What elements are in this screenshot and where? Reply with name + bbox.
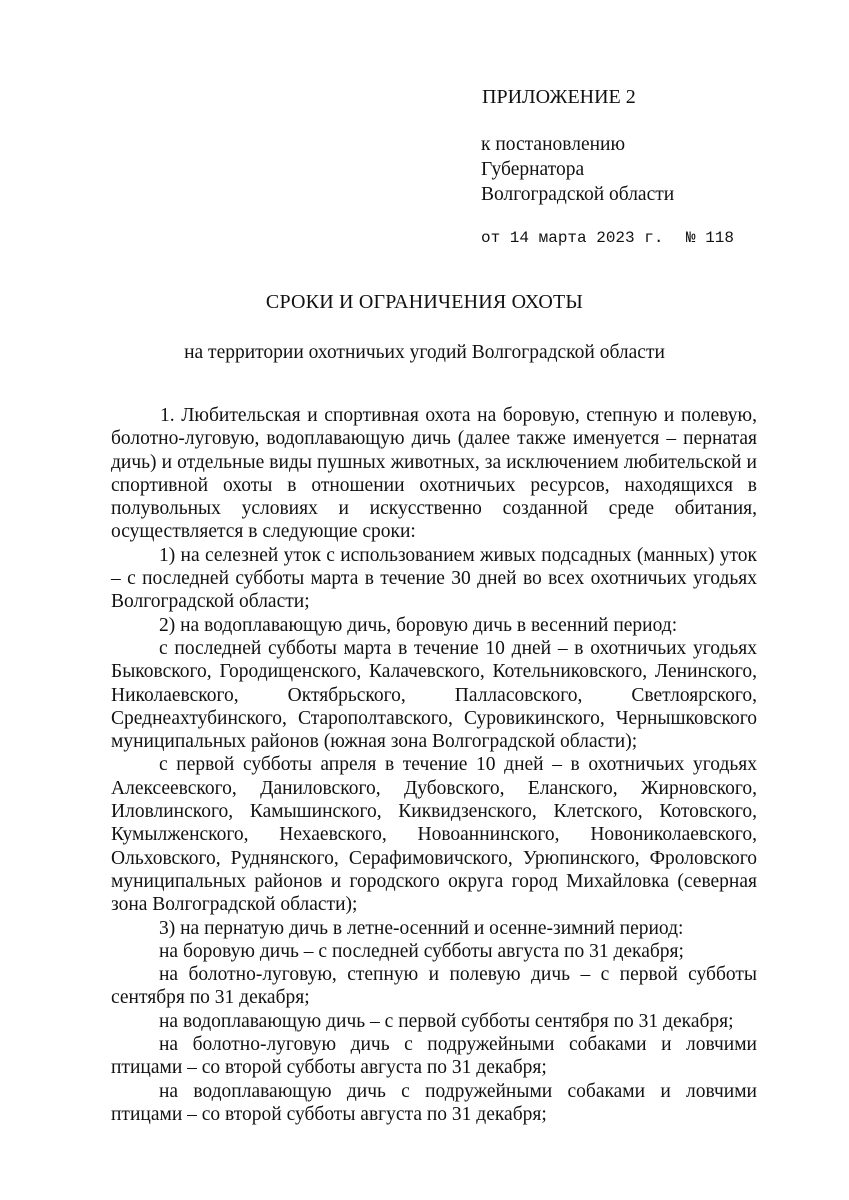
decree-line: Губернатора	[481, 159, 585, 180]
body-paragraph: на болотно-луговую, степную и полевую дичь – с первой субботы сентября по 31 декабря;	[111, 964, 757, 1009]
body-paragraph: 3) на пернатую дичь в летне-осенний и осенне-зимний период:	[159, 917, 684, 939]
decree-line: Волгоградской области	[481, 184, 675, 205]
body-paragraph: с последней субботы марта в течение 10 дней – в охотничьих угодьях Быковского, Городищенского, Калачевского, Котельниковского, Ленинского, Николаевского, Октябрьского, Палласовского, Светлоярского, Среднеахтубинского, Старополтавского, Суровикинского, Чернышковского муниципальных районов (южная зона Волгоградской области);	[111, 637, 757, 753]
appendix-label: ПРИЛОЖЕНИЕ 2	[482, 86, 636, 108]
decree-number: № 118	[686, 229, 735, 247]
body-paragraph: 1. Любительская и спортивная охота на боровую, степную и полевую, болотно-луговую, водоплавающую дичь (далее также именуется – пернатая дичь) и отдельные виды пушных животных, за исключением любительской и спортивной охоты в отношении охотничьих ресурсов, находящихся в полувольных условиях и искусственно созданной среде обитания, осуществляется в следующие сроки:	[111, 405, 757, 543]
decree-date: от 14 марта 2023 г.	[481, 229, 664, 247]
body-paragraph: на болотно-луговую дичь с подружейными собаками и ловчими птицами – со второй субботы августа по 31 декабря;	[111, 1034, 757, 1079]
decree-reference	[481, 132, 674, 207]
body-paragraph: 1) на селезней уток с использованием живых подсадных (манных) уток – с последней субботы марта в течение 30 дней во всех охотничьих угодьях Волгоградской области;	[111, 544, 757, 613]
decree-date-line	[481, 226, 761, 250]
body-paragraph: на водоплавающую дичь с подружейными собаками и ловчими птицами – со второй субботы августа по 31 декабря;	[111, 1080, 757, 1125]
body-paragraph: на водоплавающую дичь – с первой субботы сентября по 31 декабря;	[159, 1010, 734, 1032]
body-paragraph: на боровую дичь – с последней субботы августа по 31 декабря;	[159, 940, 684, 962]
body-paragraph: 2) на водоплавающую дичь, боровую дичь в весенний период:	[159, 614, 678, 636]
body-paragraph: с первой субботы апреля в течение 10 дней – в охотничьих угодьях Алексеевского, Даниловского, Дубовского, Еланского, Жирновского, Иловлинского, Камышинского, Киквидзенского, Клетского, Котовского, Кумылженского, Нехаевского, Новоаннинского, Новониколаевского, Ольховского, Руднянского, Серафимовичского, Урюпинского, Фроловского муниципальных районов и городского округа город Михайловка (северная зона Волгоградской области);	[111, 754, 757, 916]
document-body	[111, 404, 757, 1126]
document-subtitle: на территории охотничьих угодий Волгоградской области	[184, 342, 665, 363]
decree-line: к постановлению	[481, 134, 626, 155]
document-title: СРОКИ И ОГРАНИЧЕНИЯ ОХОТЫ	[265, 291, 584, 313]
